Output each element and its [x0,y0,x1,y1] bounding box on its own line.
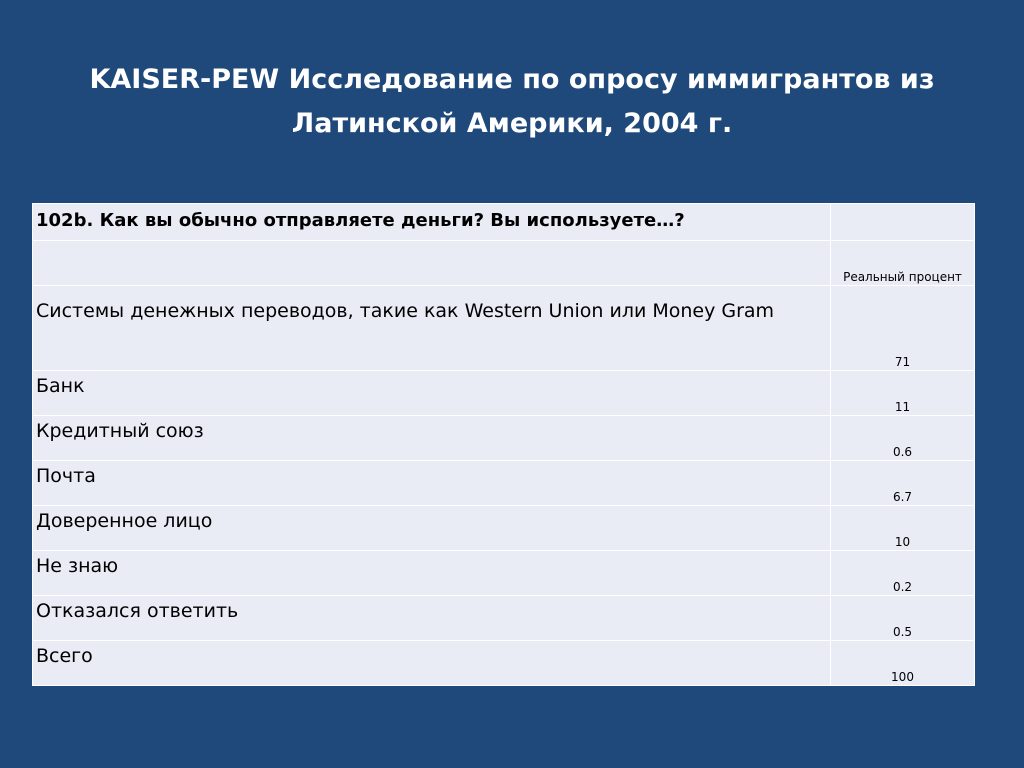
row-value: 6.7 [892,490,913,504]
header-label-cell [33,241,831,286]
row-label: Системы денежных переводов, такие как Western Union или Money Gram [33,286,831,371]
table-row [33,461,975,506]
question-text: 102b. Как вы обычно отправляете деньги? Вы используете…? [33,204,831,241]
table-row [33,286,975,371]
row-label: Кредитный союз [33,416,831,461]
table-row [33,371,975,416]
slide-title [0,58,1024,146]
slide-title-line-1: KAISER-PEW Исследование по опросу иммигрантов из [89,64,935,95]
table-row [33,506,975,551]
row-label: Доверенное лицо [33,506,831,551]
row-value: 0.2 [892,580,913,594]
table-header-row [33,241,975,286]
row-value: 0.5 [892,625,913,639]
column-header-cell [831,241,975,286]
row-label: Не знаю [33,551,831,596]
row-value-cell [831,596,975,641]
row-label: Почта [33,461,831,506]
slide-title-line-2: Латинской Америки, 2004 г. [291,108,733,139]
row-value: 100 [891,670,914,684]
row-label: Отказался ответить [33,596,831,641]
question-value-cell [831,204,975,241]
table-row [33,596,975,641]
row-value: 71 [894,355,911,369]
survey-table [32,203,975,686]
row-value-cell [831,641,975,686]
row-value-cell [831,286,975,371]
table-row-total [33,641,975,686]
row-value-cell [831,371,975,416]
row-value: 11 [894,400,911,414]
table-question-row [33,204,975,241]
row-value-cell [831,506,975,551]
row-value: 10 [894,535,911,549]
table-row [33,551,975,596]
column-header-text: Реальный процент [843,270,962,284]
row-value-cell [831,551,975,596]
row-value: 0.6 [892,445,913,459]
row-value-cell [831,416,975,461]
table-row [33,416,975,461]
row-label: Банк [33,371,831,416]
row-value-cell [831,461,975,506]
row-label: Всего [33,641,831,686]
